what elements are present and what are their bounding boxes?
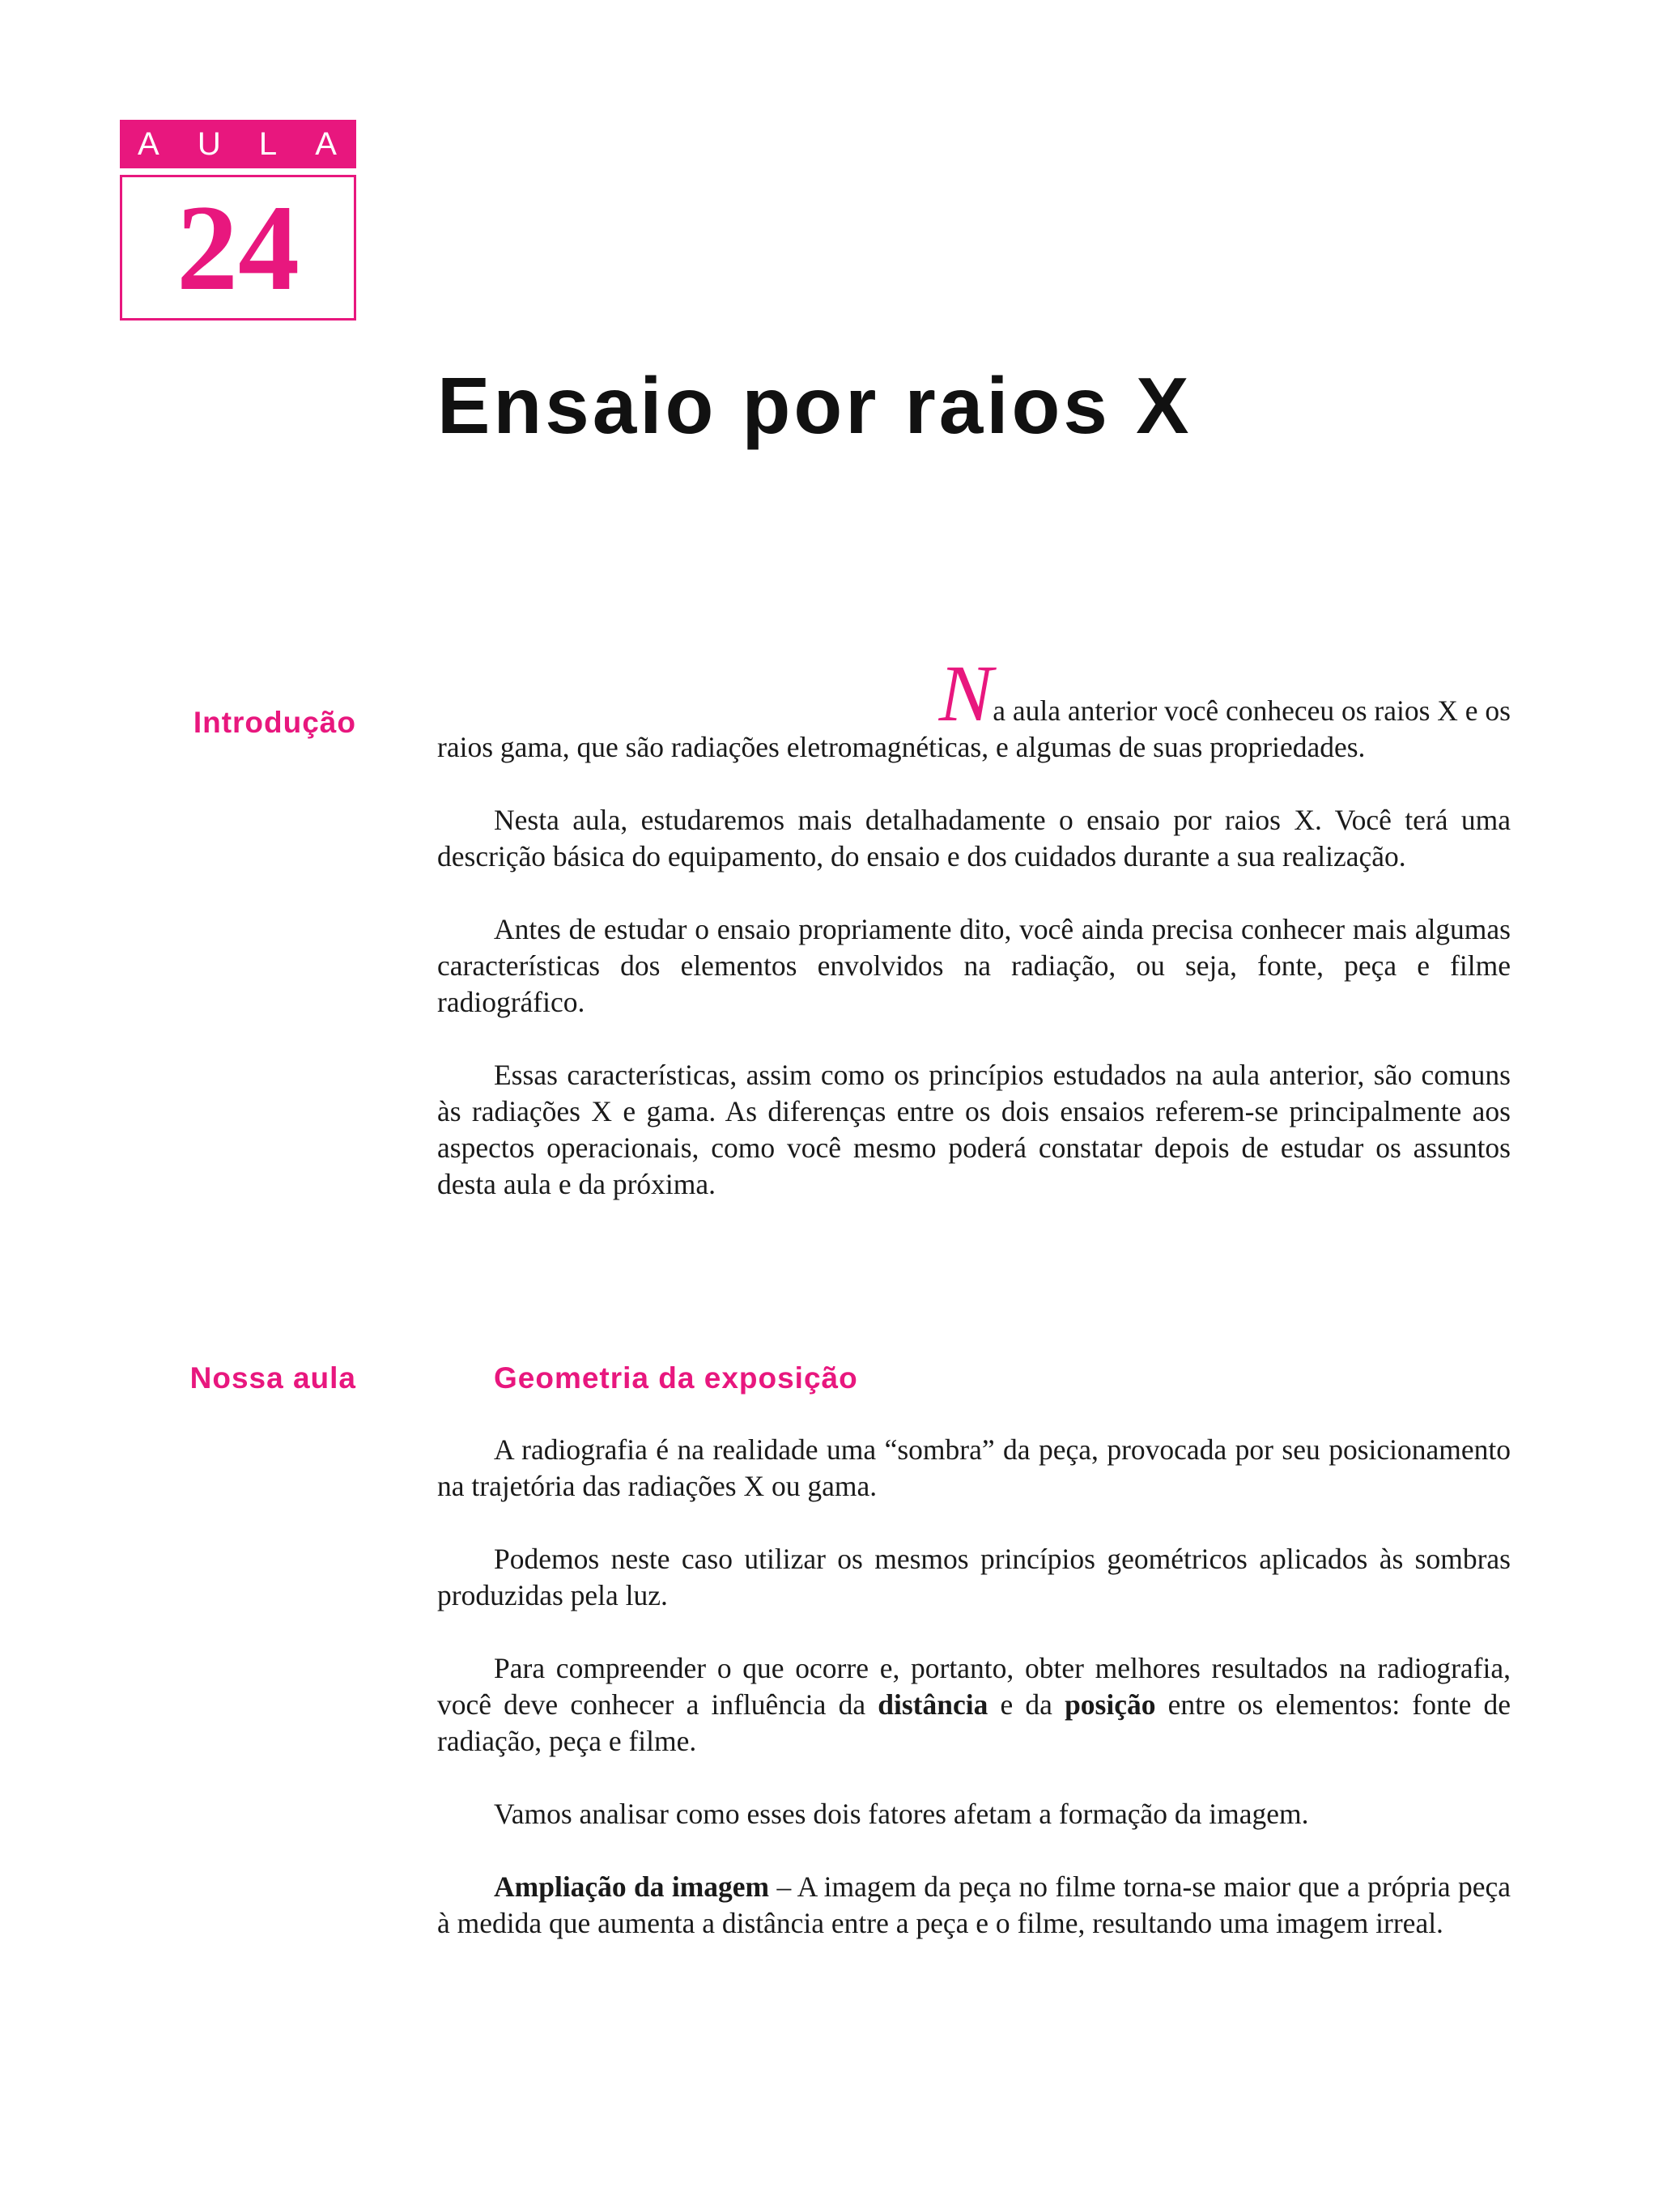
lesson-paragraph-2: Podemos neste caso utilizar os mesmos princípios geométricos aplicados às sombras produzidas pela luz. (437, 1543, 1511, 1611)
section-label-introducao: Introdução (193, 706, 356, 739)
intro-first-line-text: a aula anterior você conheceu os raios X e os (993, 694, 1511, 727)
page-title: Ensaio por raios X (437, 361, 1192, 450)
lesson-paragraph-4: Vamos analisar como esses dois fatores afetam a formação da imagem. (494, 1798, 1309, 1830)
emphasis-ampliacao: Ampliação da imagem (494, 1870, 770, 1903)
emphasis-distancia: distância (878, 1688, 988, 1721)
section-label-nossa-aula: Nossa aula (189, 1361, 356, 1395)
lesson-paragraph-5 (437, 1869, 1511, 1942)
lesson-letter: U (197, 125, 223, 162)
lesson-letter: A (315, 125, 338, 162)
intro-paragraph-2: Nesta aula, estudaremos mais detalhadamente o ensaio por raios X. Você terá uma descrição básica do equipamento, do ensaio e dos cuidados durante a sua realização. (437, 804, 1511, 872)
subheading-geometria: Geometria da exposição (494, 1361, 858, 1395)
lesson-paragraph-3 (437, 1650, 1511, 1760)
intro-section (437, 648, 1511, 1239)
lesson-word-bar (120, 120, 356, 168)
text-run: e da (988, 1688, 1065, 1721)
intro-paragraph-4: Essas características, assim como os princípios estudados na aula anterior, são comuns às radiações X e gama. As diferenças entre os dois ensaios referem-se principalmente aos aspectos operacionais, como você mesmo poderá constatar depois de estudar os assuntos desta aula e da próxima. (437, 1059, 1511, 1200)
lesson-badge (120, 120, 356, 321)
lesson-section (437, 1361, 1511, 1978)
emphasis-posicao: posição (1065, 1688, 1156, 1721)
lesson-paragraph-1: A radiografia é na realidade uma “sombra” da peça, provocada por seu posicionamento na trajetória das radiações X ou gama. (437, 1433, 1511, 1502)
drop-cap: N (938, 648, 993, 738)
intro-paragraph-3: Antes de estudar o ensaio propriamente dito, você ainda precisa conhecer mais algumas características dos elementos envolvidos na radiação, ou seja, fonte, peça e filme radiográfico. (437, 913, 1511, 1018)
lesson-number: 24 (176, 180, 300, 316)
text-run: Para compreender o que ocorre e, portanto, obter melhores resultados na radiografia, você deve conhecer a influência da (437, 1652, 1511, 1721)
lesson-letter: A (138, 125, 161, 162)
lesson-letter: L (258, 125, 279, 162)
text-run: entre os elementos: fonte de radiação, peça e filme. (437, 1688, 1511, 1757)
intro-first-line (437, 648, 1511, 738)
intro-paragraph-1: raios gama, que são radiações eletromagnéticas, e algumas de suas propriedades. (437, 731, 1366, 763)
text-run: – A imagem da peça no filme torna-se maior que a própria peça à medida que aumenta a distância entre a peça e o filme, resultando uma imagem irreal. (437, 1870, 1511, 1939)
lesson-number-box (120, 175, 356, 321)
